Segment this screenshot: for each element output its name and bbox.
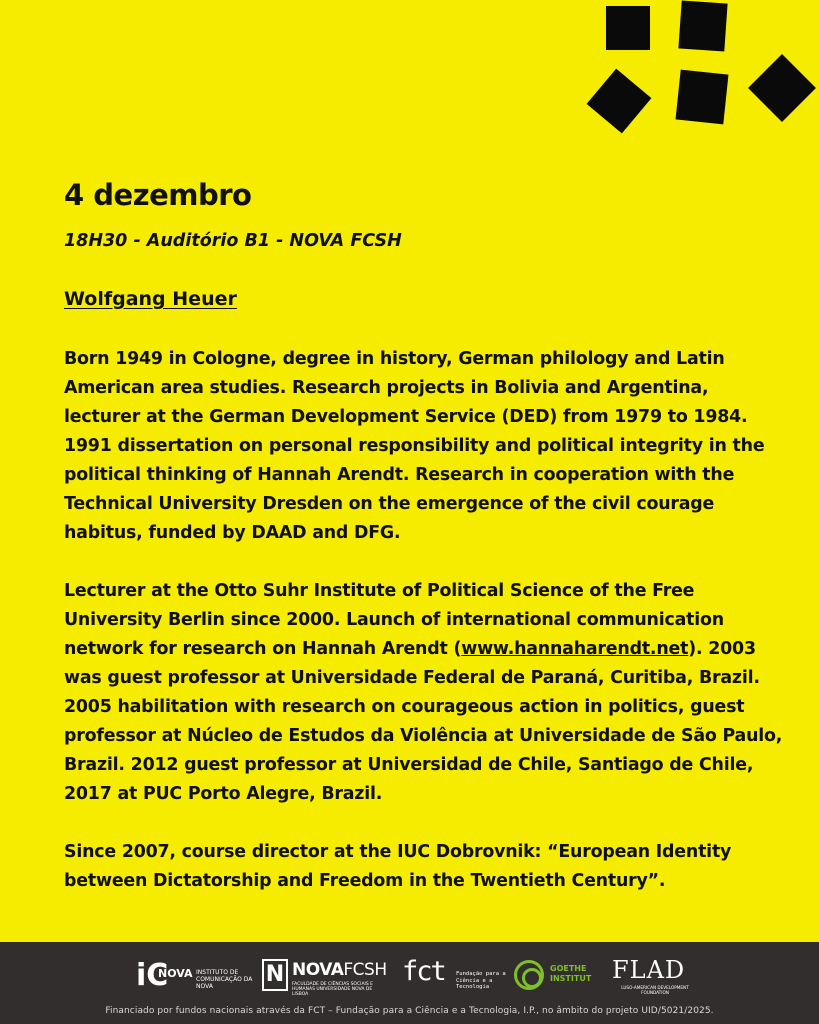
nova-fcsh-logo	[262, 956, 386, 1000]
decorative-squares	[580, 0, 819, 140]
event-time-location: 18H30 - Auditório B1 - NOVA FCSH	[64, 231, 402, 251]
fct-logo	[402, 956, 506, 1000]
fct-mark: fct	[402, 956, 445, 987]
speaker-bio	[64, 345, 784, 925]
icnova-mark: iC	[136, 958, 169, 993]
decorative-square	[587, 69, 652, 134]
hannah-arendt-link[interactable]: www.hannaharendt.net	[461, 639, 689, 659]
nova-fcsh-sub: FACULDADE DE CIÊNCIAS SOCIAIS E HUMANAS UNIVERSIDADE NOVA DE LISBOA	[292, 982, 373, 997]
decorative-square	[606, 6, 650, 50]
decorative-square	[676, 70, 729, 125]
flad-sub: LUSO-AMERICAN DEVELOPMENT FOUNDATION	[621, 985, 689, 995]
nova-fcsh-name	[292, 960, 387, 980]
icnova-nova: NOVA	[158, 967, 193, 980]
bio-paragraph-1: Born 1949 in Cologne, degree in history, German philology and Latin American area studies. Research projects in Bolivia and Argentina, lecturer at the German Development Service (DED) from 1979 to 1984. 1991 dissertation on personal responsibility and political integrity in the political thinking of Hannah Arendt. Research in cooperation with the Technical University Dresden on the emergence of the civil courage habitus, funded by DAAD and DFG.	[64, 349, 765, 543]
nova-n-icon: N	[262, 959, 288, 991]
bio-paragraph-2-text-cont: ). 2003 was guest professor at Universidade Federal de Paraná, Curitiba, Brazil. 2005 habilitation with research on courageous action in politics, guest professor at Núcleo de Estudos da Violência at Universidade de São Paulo, Brazil. 2012 guest professor at Universidad de Chile, Santiago de Chile, 2017 at PUC Porto Alegre, Brazil.	[64, 639, 783, 804]
decorative-square	[748, 54, 816, 122]
decorative-square	[678, 0, 727, 51]
goethe-circle-icon	[514, 960, 544, 990]
fct-text: Fundação para a Ciência e a Tecnologia	[456, 971, 506, 990]
goethe-text: GOETHE INSTITUT	[550, 964, 592, 983]
bio-paragraph-2	[64, 577, 784, 809]
funding-note: Financiado por fundos nacionais através da FCT – Fundação para a Ciência e a Tecnologia, I.P., no âmbito do projeto UID/5021/2025.	[105, 1006, 714, 1016]
bio-paragraph-2-text: Lecturer at the Otto Suhr Institute of Political Science of the Free University Berlin since 2000. Launch of international communication network for research on Hannah Arendt (	[64, 581, 724, 659]
icnova-text: INSTITUTO DE COMUNICAÇÃO DA NOVA	[196, 969, 253, 990]
flad-name: FLAD	[612, 956, 686, 984]
nova-fcsh-nova: NOVA	[292, 960, 344, 980]
flad-logo	[612, 956, 696, 1000]
partner-logos	[0, 956, 819, 1000]
speaker-name: Wolfgang Heuer	[64, 288, 237, 310]
event-date: 4 dezembro	[64, 178, 252, 212]
footer	[0, 942, 819, 1024]
icnova-logo	[136, 956, 254, 1000]
nova-fcsh-fcsh: FCSH	[343, 960, 387, 980]
bio-paragraph-3: Since 2007, course director at the IUC Dobrovnik: “European Identity between Dictatorship and Freedom in the Twentieth Century”.	[64, 842, 732, 891]
goethe-logo	[514, 956, 596, 1000]
